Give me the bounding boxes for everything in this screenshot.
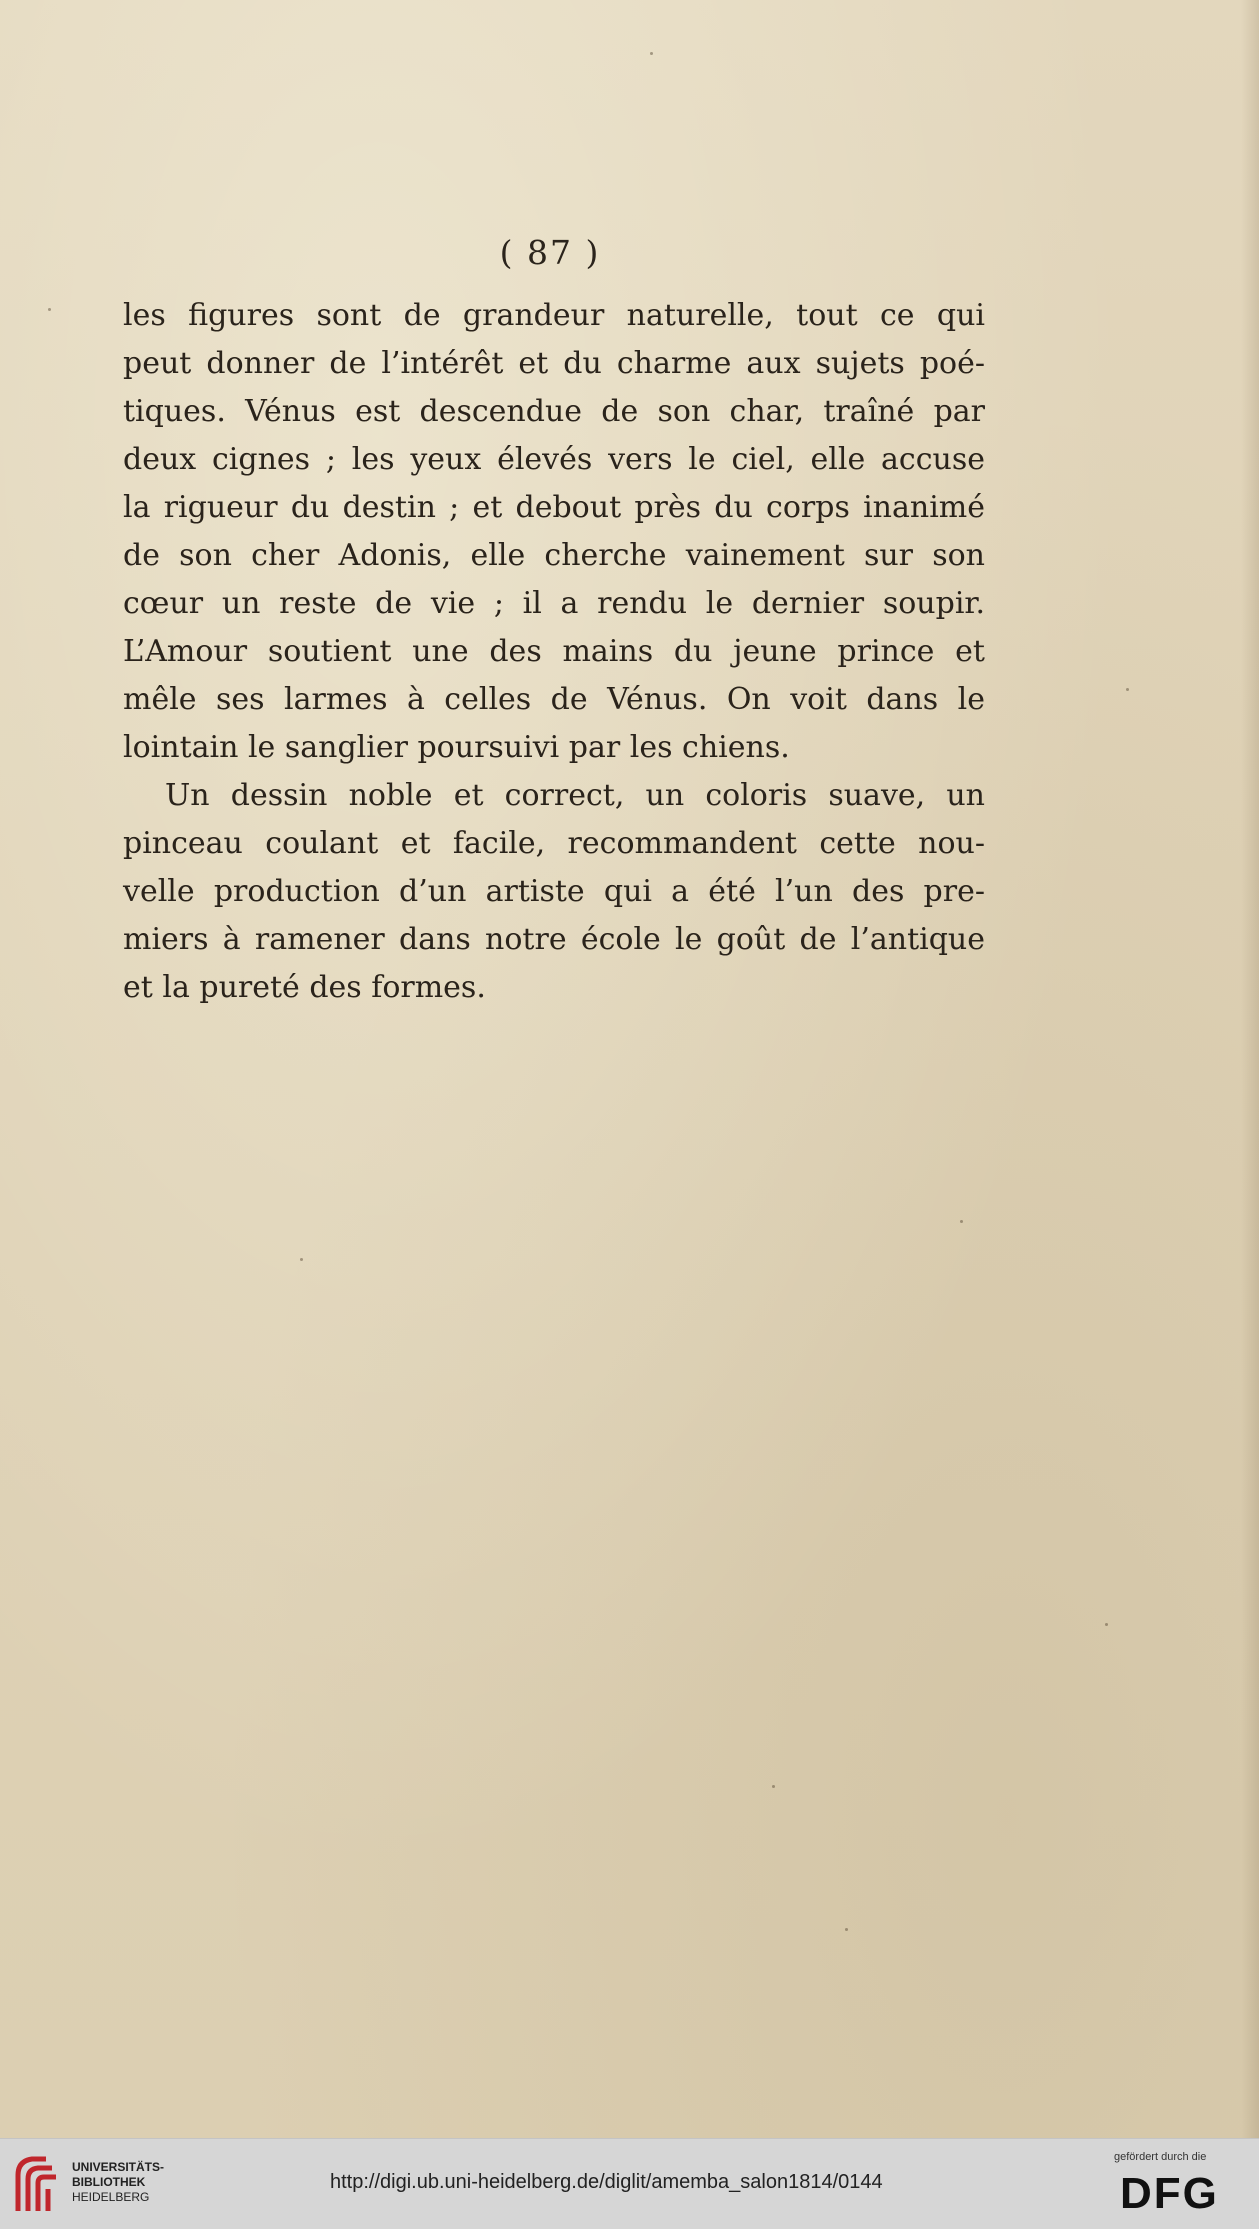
permalink-url[interactable]: http://digi.ub.uni-heidelberg.de/diglit/amemba_salon1814/0144 (330, 2171, 883, 2193)
body-text (123, 292, 985, 1012)
paper-speck (845, 1928, 848, 1931)
library-name-line: UNIVERSITÄTS- (72, 2160, 165, 2174)
text-line: de son cher Adonis, elle cherche vainement sur son (123, 538, 985, 573)
paper-speck (960, 1220, 963, 1223)
paper-speck (300, 1258, 303, 1261)
dfg-logo[interactable]: DFG (1120, 2169, 1219, 2218)
text-line: cœur un reste de vie ; il a rendu le dernier soupir. (123, 586, 985, 621)
text-line: miers à ramener dans notre école le goût de l’antique (123, 922, 985, 957)
text-line: tiques. Vénus est descendue de son char, traîné par (123, 394, 985, 429)
text-line: les figures sont de grandeur naturelle, tout ce qui (123, 298, 985, 333)
text-line: pinceau coulant et facile, recommandent cette nou- (123, 826, 985, 861)
page-number: ( 87 ) (499, 233, 601, 272)
text-line: peut donner de l’intérêt et du charme aux sujets poé- (123, 346, 985, 381)
text-line: velle production d’un artiste qui a été l’un des pre- (123, 874, 985, 909)
paper-speck (1105, 1623, 1108, 1626)
library-name (72, 2160, 164, 2205)
paper-speck (650, 52, 653, 55)
library-name-line: HEIDELBERG (72, 2190, 150, 2204)
text-line: deux cignes ; les yeux élevés vers le ciel, elle accuse (123, 442, 985, 477)
paper-speck (1126, 688, 1129, 691)
text-line: lointain le sanglier poursuivi par les chiens. (123, 730, 790, 765)
ub-heidelberg-logo-icon[interactable] (12, 2153, 62, 2217)
digitization-footer (0, 2138, 1259, 2229)
text-line: et la pureté des formes. (123, 970, 486, 1005)
text-line: Un dessin noble et correct, un coloris suave, un (165, 778, 985, 813)
paper-speck (772, 1785, 775, 1788)
paper-speck (48, 308, 51, 311)
text-line: la rigueur du destin ; et debout près du corps inanimé (123, 490, 985, 525)
library-name-line: BIBLIOTHEK (72, 2175, 146, 2189)
text-line: mêle ses larmes à celles de Vénus. On voit dans le (123, 682, 985, 717)
sponsor-text: gefördert durch die (1114, 2151, 1207, 2163)
text-line: L’Amour soutient une des mains du jeune prince et (123, 634, 985, 669)
